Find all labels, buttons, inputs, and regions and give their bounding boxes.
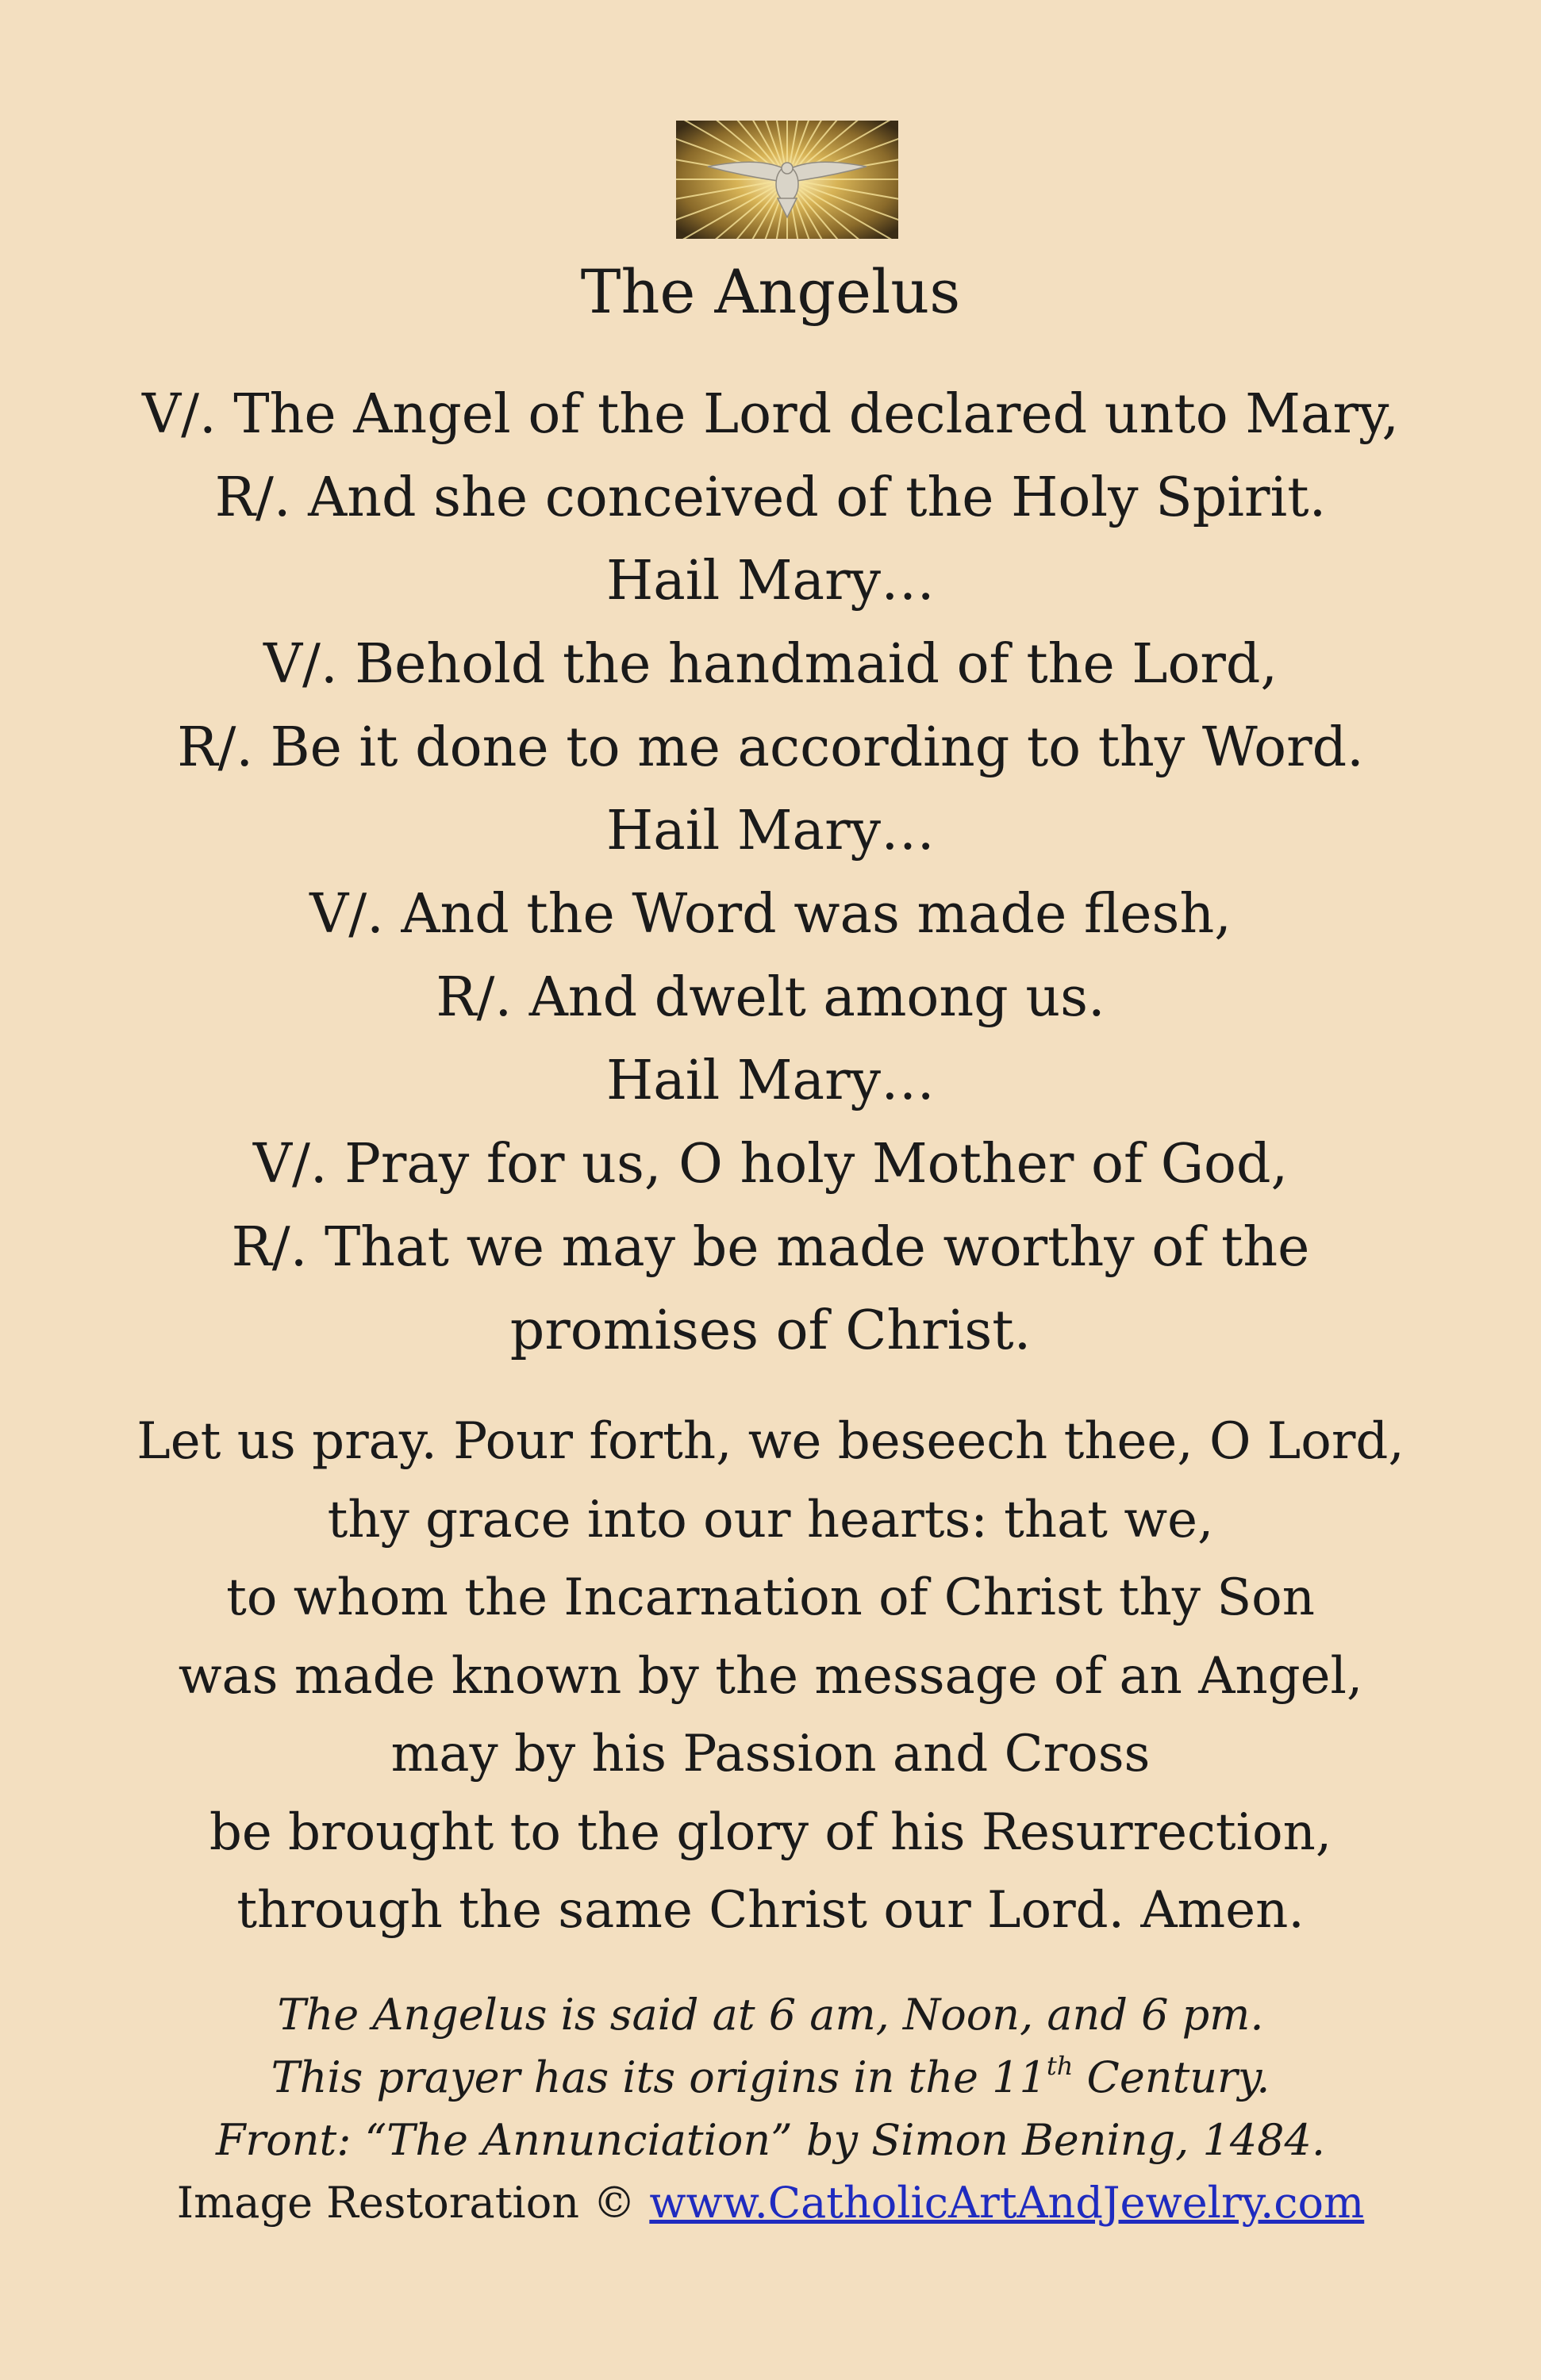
- prayer-line: may by his Passion and Cross: [390, 1725, 1151, 1783]
- note-origin: [0, 2046, 1541, 2109]
- credit-text: Image Restoration ©: [176, 2178, 650, 2228]
- note-front-image: Front: “The Annunciation” by Simon Bening, 1484.: [215, 2115, 1326, 2165]
- note-origin-end: Century.: [1073, 2052, 1270, 2102]
- holy-spirit-dove-icon: [676, 121, 898, 239]
- verse-line: V/. The Angel of the Lord declared unto Mary,: [142, 383, 1399, 446]
- prayer-line: be brought to the glory of his Resurrection,: [209, 1802, 1332, 1862]
- page-title: The Angelus: [580, 256, 961, 327]
- verse-line: R/. And she conceived of the Holy Spirit.: [214, 466, 1327, 529]
- closing-prayer: [0, 1403, 1541, 1950]
- verse-line: R/. Be it done to me according to thy Word.: [177, 716, 1364, 779]
- prayer-line: to whom the Incarnation of Christ thy Son: [226, 1568, 1315, 1627]
- image-credit: [0, 2171, 1541, 2235]
- footnotes: [0, 1983, 1541, 2171]
- verse-line: V/. And the Word was made flesh,: [309, 883, 1232, 946]
- note-origin-text: This prayer has its origins in the 11: [271, 2052, 1047, 2102]
- prayer-line: was made known by the message of an Angel,: [178, 1646, 1363, 1706]
- verse-line: promises of Christ.: [509, 1299, 1032, 1362]
- prayer-line: through the same Christ our Lord. Amen.: [236, 1881, 1305, 1940]
- note-origin-suffix: th: [1046, 2051, 1074, 2081]
- verse-line: Hail Mary…: [605, 550, 936, 612]
- verse-line: Hail Mary…: [605, 1050, 936, 1112]
- prayer-line: Let us pray. Pour forth, we beseech thee, O Lord,: [136, 1412, 1405, 1471]
- versicles-and-responses: [0, 373, 1541, 1372]
- verse-line: V/. Pray for us, O holy Mother of God,: [252, 1133, 1289, 1196]
- prayer-line: thy grace into our hearts: that we,: [327, 1490, 1214, 1549]
- verse-line: R/. And dwelt among us.: [436, 966, 1105, 1029]
- verse-line: R/. That we may be made worthy of the: [231, 1216, 1310, 1279]
- website-link[interactable]: www.CatholicArtAndJewelry.com: [649, 2178, 1365, 2228]
- note-times: The Angelus is said at 6 am, Noon, and 6 pm.: [277, 1990, 1264, 2040]
- verse-line: V/. Behold the handmaid of the Lord,: [263, 633, 1278, 696]
- verse-line: Hail Mary…: [605, 800, 936, 862]
